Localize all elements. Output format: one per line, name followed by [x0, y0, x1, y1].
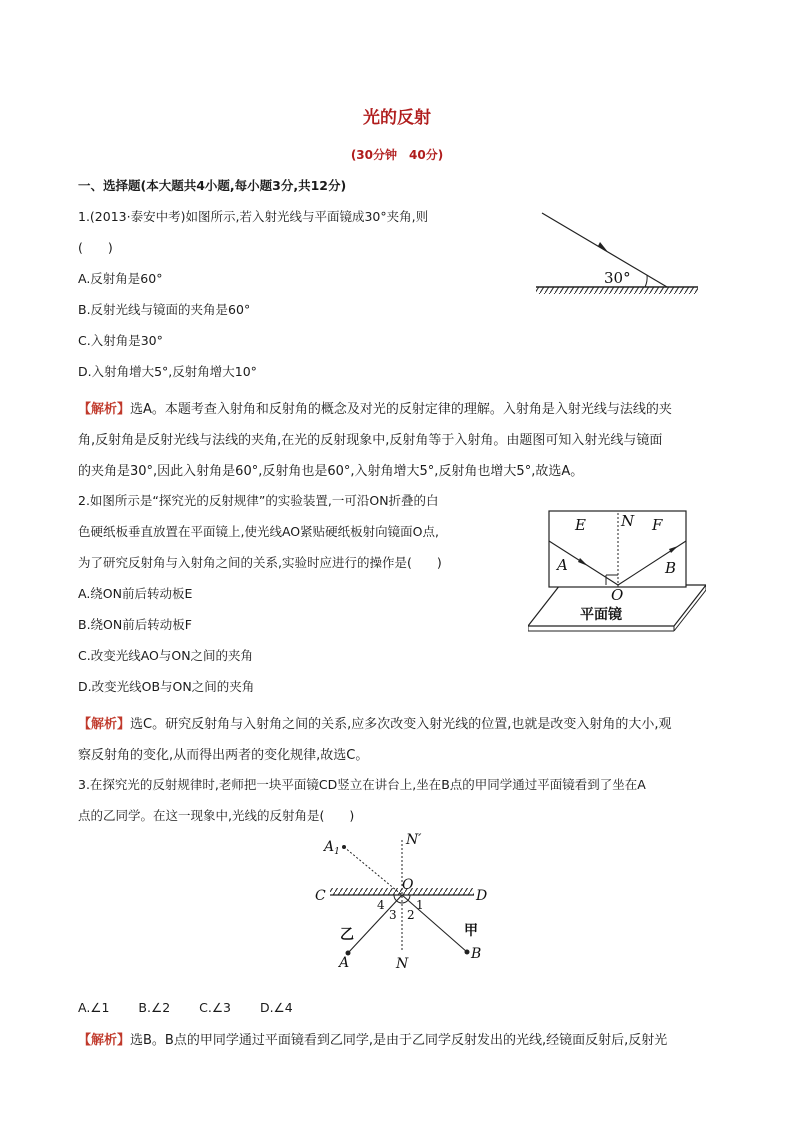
analysis-tag: 【解析】: [78, 1033, 131, 1048]
q3-label-b: B: [471, 946, 482, 962]
q2-label-n: N: [621, 512, 635, 530]
q3-angle-2: 2: [407, 908, 415, 922]
q3-label-o: O: [402, 877, 414, 893]
q1-option-c: C.入射角是30°: [78, 333, 163, 348]
q1-analysis-line1: 【解析】选A。本题考查入射角和反射角的概念及对光的反射定律的理解。入射角是入射光线与法线的夹: [78, 402, 672, 417]
q1-analysis-line2: 角,反射角是反射光线与法线的夹角,在光的反射现象中,反射角等于入射角。由题图可知入射光线与镜面: [78, 433, 663, 448]
q1-angle-arc: [645, 275, 647, 287]
q1-option-b: B.反射光线与镜面的夹角是60°: [78, 302, 251, 317]
analysis-tag: 【解析】: [78, 717, 131, 732]
q3-label-d: D: [476, 888, 488, 904]
q2-option-d: D.改变光线OB与ON之间的夹角: [78, 679, 255, 694]
q1-figure: [530, 205, 705, 300]
q3-figure: [310, 828, 510, 973]
q1-stem-line1: 1.(2013·泰安中考)如图所示,若入射光线与平面镜成30°夹角,则: [78, 209, 429, 224]
q3-stem-line1: 3.在探究光的反射规律时,老师把一块平面镜CD竖立在讲台上,坐在B点的甲同学通过平面镜看到了坐在A: [78, 777, 646, 792]
q2-label-e: E: [575, 516, 586, 534]
q3-label-n: N: [396, 956, 409, 972]
q2-stem-line2: 色硬纸板垂直放置在平面镜上,使光线AO紧贴硬纸板射向镜面O点,: [78, 524, 439, 539]
q2-label-a: A: [557, 556, 568, 574]
q1-option-a: A.反射角是60°: [78, 271, 163, 286]
q3-angle-4: 4: [377, 898, 385, 912]
q3-angle-1: 1: [416, 898, 424, 912]
q3-label-yi: 乙: [340, 927, 354, 943]
q2-figure: [528, 507, 706, 634]
q2-label-o: O: [611, 586, 624, 604]
q1-angle-label: 30°: [604, 269, 631, 287]
q1-option-d: D.入射角增大5°,反射角增大10°: [78, 364, 257, 379]
q3-analysis-line1: 【解析】选B。B点的甲同学通过平面镜看到乙同学,是由于乙同学反射发出的光线,经镜面反射后,反射光: [78, 1033, 668, 1048]
q3-point-a1: [342, 845, 346, 849]
q2-analysis-line1: 【解析】选C。研究反射角与入射角之间的关系,应多次改变入射光线的位置,也就是改变入射角的大小,观: [78, 717, 672, 732]
section-heading: 一、选择题(本大题共4小题,每小题3分,共12分): [78, 178, 347, 193]
q3-label-a: A: [339, 955, 350, 971]
q3-virtual-ray: [344, 847, 402, 895]
analysis-tag: 【解析】: [78, 402, 131, 417]
q2-stem-line1: 2.如图所示是“探究光的反射规律”的实验装置,一可沿ON折叠的白: [78, 493, 439, 508]
q3-angle-3: 3: [389, 908, 397, 922]
q2-label-mirror: 平面镜: [580, 607, 622, 623]
q3-stem-line2: 点的乙同学。在这一现象中,光线的反射角是( ): [78, 808, 355, 823]
q3-label-jia: 甲: [464, 923, 478, 939]
q2-stem-line3: 为了研究反射角与入射角之间的关系,实验时应进行的操作是( ): [78, 555, 442, 570]
q2-label-b: B: [665, 559, 677, 577]
page-title: 光的反射: [363, 108, 431, 128]
q2-option-c: C.改变光线AO与ON之间的夹角: [78, 648, 254, 663]
q3-options: A.∠1 B.∠2 C.∠3 D.∠4: [78, 1000, 293, 1015]
q1-stem-line2: ( ): [78, 240, 113, 255]
q2-analysis-line2: 察反射角的变化,从而得出两者的变化规律,故选C。: [78, 748, 369, 763]
q3-ray-ao: [348, 895, 402, 953]
q3-label-nprime: N′: [406, 832, 422, 848]
page-subtitle: (30分钟 40分): [350, 148, 444, 162]
q1-analysis-line3: 的夹角是30°,因此入射角是60°,反射角也是60°,入射角增大5°,反射角也增大5°,故选A。: [78, 464, 584, 479]
q3-ray-ob: [402, 895, 467, 952]
q2-option-b: B.绕ON前后转动板F: [78, 617, 192, 632]
q2-label-f: F: [652, 516, 663, 534]
q3-label-a1: $A_1$: [324, 839, 340, 857]
q1-mirror-hatch: [536, 287, 698, 294]
q3-point-b: [465, 950, 470, 955]
q2-option-a: A.绕ON前后转动板E: [78, 586, 193, 601]
q3-label-c: C: [315, 888, 326, 904]
